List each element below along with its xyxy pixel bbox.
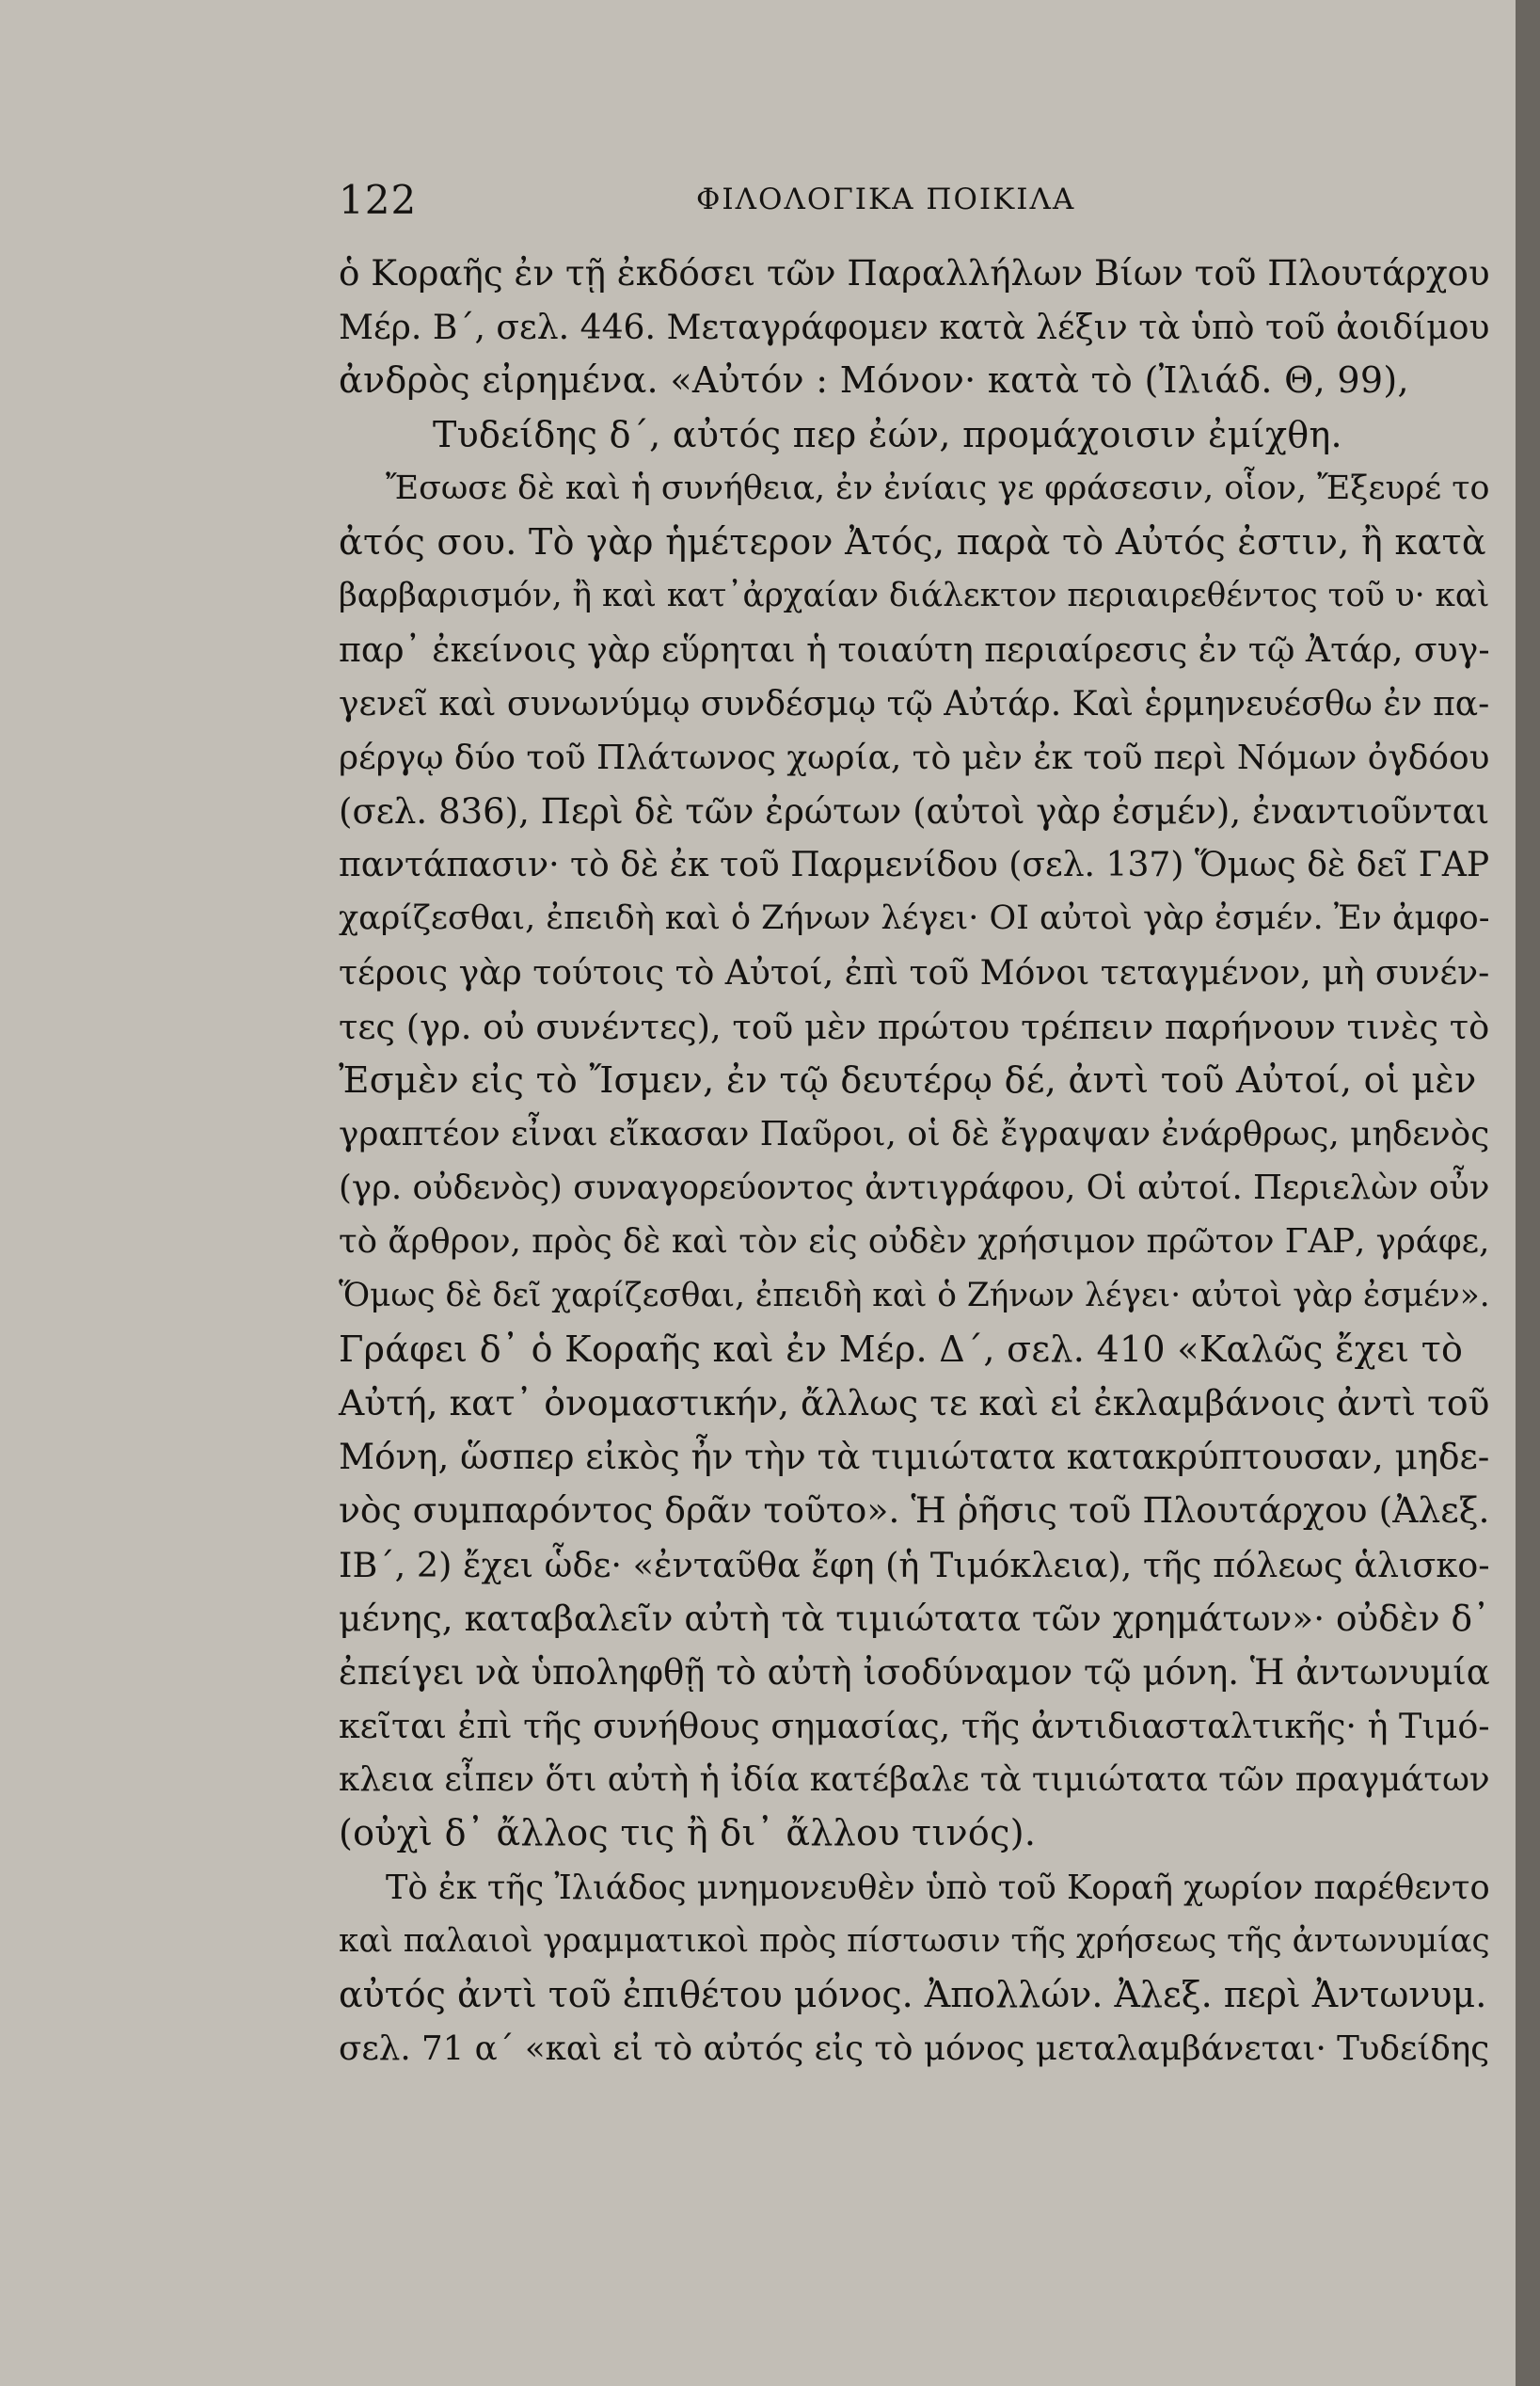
text-line: ΙΒ΄, 2) ἔχει ὧδε· «ἐνταῦθα ἔφη (ἡ Τιμόκλεια), τῆς πόλεως ἁλισκο- <box>339 1544 1490 1585</box>
text-line: Μόνη, ὥσπερ εἰκὸς ἦν τὴν τὰ τιμιώτατα κατακρύπτουσαν, μηδε- <box>339 1436 1490 1478</box>
text-line: κλεια εἶπεν ὅτι αὐτὴ ἡ ἰδία κατέβαλε τὰ τιμιώτατα τῶν πραγμάτων <box>339 1760 1490 1800</box>
text-line: σελ. 71 α΄ «καὶ εἰ τὸ αὐτός εἰς τὸ μόνος μεταλαμβάνεται· Τυδείδης <box>339 2029 1490 2069</box>
text-line: Μέρ. Β΄, σελ. 446. Μεταγράφομεν κατὰ λέξιν τὰ ὑπὸ τοῦ ἀοιδίμου <box>339 307 1490 348</box>
text-line: αὐτός ἀντὶ τοῦ ἐπιθέτου μόνος. Ἀπολλών. Ἀλεξ. περὶ Ἀντωνυμ. <box>339 1974 1487 2015</box>
page-header <box>339 177 1496 233</box>
text-line: χαρίζεσθαι, ἐπειδὴ καὶ ὁ Ζήνων λέγει· ΟΙ αὐτοὶ γὰρ ἐσμέν. Ἐν ἀμφο- <box>339 899 1490 938</box>
text-line: Ὅμως δὲ δεῖ χαρίζεσθαι, ἐπειδὴ καὶ ὁ Ζήνων λέγει· αὐτοὶ γὰρ ἐσμέν». <box>339 1276 1490 1314</box>
running-head: ΦΙΛΟΛΟΓΙΚΑ ΠΟΙΚΙΛΑ <box>696 183 1076 216</box>
page-number: 122 <box>339 177 418 223</box>
text-line: (οὐχὶ δ᾽ ἄλλος τις ἢ δι᾽ ἄλλου τινός). <box>339 1812 1037 1854</box>
text-line: Ἔσωσε δὲ καὶ ἡ συνήθεια, ἐν ἐνίαις γε φράσεσιν, οἷον, Ἔξευρέ το <box>386 469 1490 507</box>
text-line: παντάπασιν· τὸ δὲ ἐκ τοῦ Παρμενίδου (σελ. 137) Ὅμως δὲ δεῖ ΓΑΡ <box>339 845 1490 885</box>
text-line: ἀτός σου. Τὸ γὰρ ἡμέτερον Ἀτός, παρὰ τὸ Αὐτός ἐστιν, ἢ κατὰ <box>339 520 1486 563</box>
text-line: τὸ ἄρθρον, πρὸς δὲ καὶ τὸν εἰς οὐδὲν χρήσιμον πρῶτον ΓΑΡ, γράφε, <box>339 1222 1490 1262</box>
text-line: παρ᾽ ἐκείνοις γὰρ εὕρηται ἡ τοιαύτη περιαίρεσις ἐν τῷ Ἀτάρ, συγ- <box>339 629 1490 671</box>
text-line: ἀνδρὸς εἰρημένα. «Αὐτόν : Μόνον· κατὰ τὸ (Ἰλιάδ. Θ, 99), <box>339 359 1409 402</box>
text-line: ρέργῳ δύο τοῦ Πλάτωνος χωρία, τὸ μὲν ἐκ τοῦ περὶ Νόμων ὀγδόου <box>339 738 1490 777</box>
text-line: βαρβαρισμόν, ἢ καὶ κατ᾽ἀρχαίαν διάλεκτον περιαιρεθέντος τοῦ υ· καὶ <box>339 577 1490 615</box>
text-line: κεῖται ἐπὶ τῆς συνήθους σημασίας, τῆς ἀντιδιασταλτικῆς· ἡ Τιμό- <box>339 1706 1490 1747</box>
text-line: τέροις γὰρ τούτοις τὸ Αὐτοί, ἐπὶ τοῦ Μόνοι τεταγμένον, μὴ συνέν- <box>339 952 1490 994</box>
text-line: γραπτέον εἶναι εἴκασαν Παῦροι, οἱ δὲ ἔγραψαν ἐνάρθρως, μηδενὸς <box>339 1115 1490 1153</box>
text-line: τες (γρ. οὐ συνέντες), τοῦ μὲν πρώτου τρέπειν παρήνουν τινὲς τὸ <box>339 1006 1490 1047</box>
verse-quotation-line: Τυδείδης δ΄, αὐτός περ ἐών, προμάχοισιν ἐμίχθη. <box>433 413 1342 455</box>
text-line: ἐπείγει νὰ ὑποληφθῇ τὸ αὐτὴ ἰσοδύναμον τῷ μόνη. Ἡ ἀντωνυμία <box>339 1651 1490 1693</box>
body-text <box>339 247 1496 2076</box>
text-line: ὁ Κοραῆς ἐν τῇ ἐκδόσει τῶν Παραλλήλων Βίων τοῦ Πλουτάρχου <box>339 252 1490 294</box>
text-line: Τὸ ἐκ τῆς Ἰλιάδος μνημονευθὲν ὑπὸ τοῦ Κοραῆ χωρίον παρέθεντο <box>386 1868 1490 1907</box>
text-line: Αὐτή, κατ᾽ ὀνομαστικήν, ἄλλως τε καὶ εἰ ἐκλαμβάνοις ἀντὶ τοῦ <box>339 1381 1490 1424</box>
text-line: Ἐσμὲν εἰς τὸ Ἴσμεν, ἐν τῷ δευτέρῳ δέ, ἀντὶ τοῦ Αὐτοί, οἱ μὲν <box>339 1058 1477 1101</box>
text-line: (σελ. 836), Περὶ δὲ τῶν ἐρώτων (αὐτοὶ γὰρ ἐσμέν), ἐναντιοῦνται <box>339 790 1490 832</box>
text-line: μένης, καταβαλεῖν αὐτὴ τὰ τιμιώτατα τῶν χρημάτων»· οὐδὲν δ᾽ <box>339 1597 1490 1639</box>
text-line: καὶ παλαιοὶ γραμματικοὶ πρὸς πίστωσιν τῆς χρήσεως τῆς ἀντωνυμίας <box>339 1921 1490 1960</box>
text-line: Γράφει δ᾽ ὁ Κοραῆς καὶ ἐν Μέρ. Δ΄, σελ. 410 «Καλῶς ἔχει τὸ <box>339 1328 1464 1370</box>
text-line: νὸς συμπαρόντος δρᾶν τοῦτο». Ἡ ῥῆσις τοῦ Πλουτάρχου (Ἀλεξ. <box>339 1489 1490 1532</box>
text-line: γενεῖ καὶ συνωνύμῳ συνδέσμῳ τῷ Αὐτάρ. Καὶ ἑρμηνευέσθω ἐν πα- <box>339 683 1490 724</box>
page-edge-shadow <box>1516 0 1540 2386</box>
text-line: (γρ. οὐδενὸς) συναγορεύοντος ἀντιγράφου, Οἱ αὐτοί. Περιελὼν οὖν <box>339 1169 1490 1208</box>
